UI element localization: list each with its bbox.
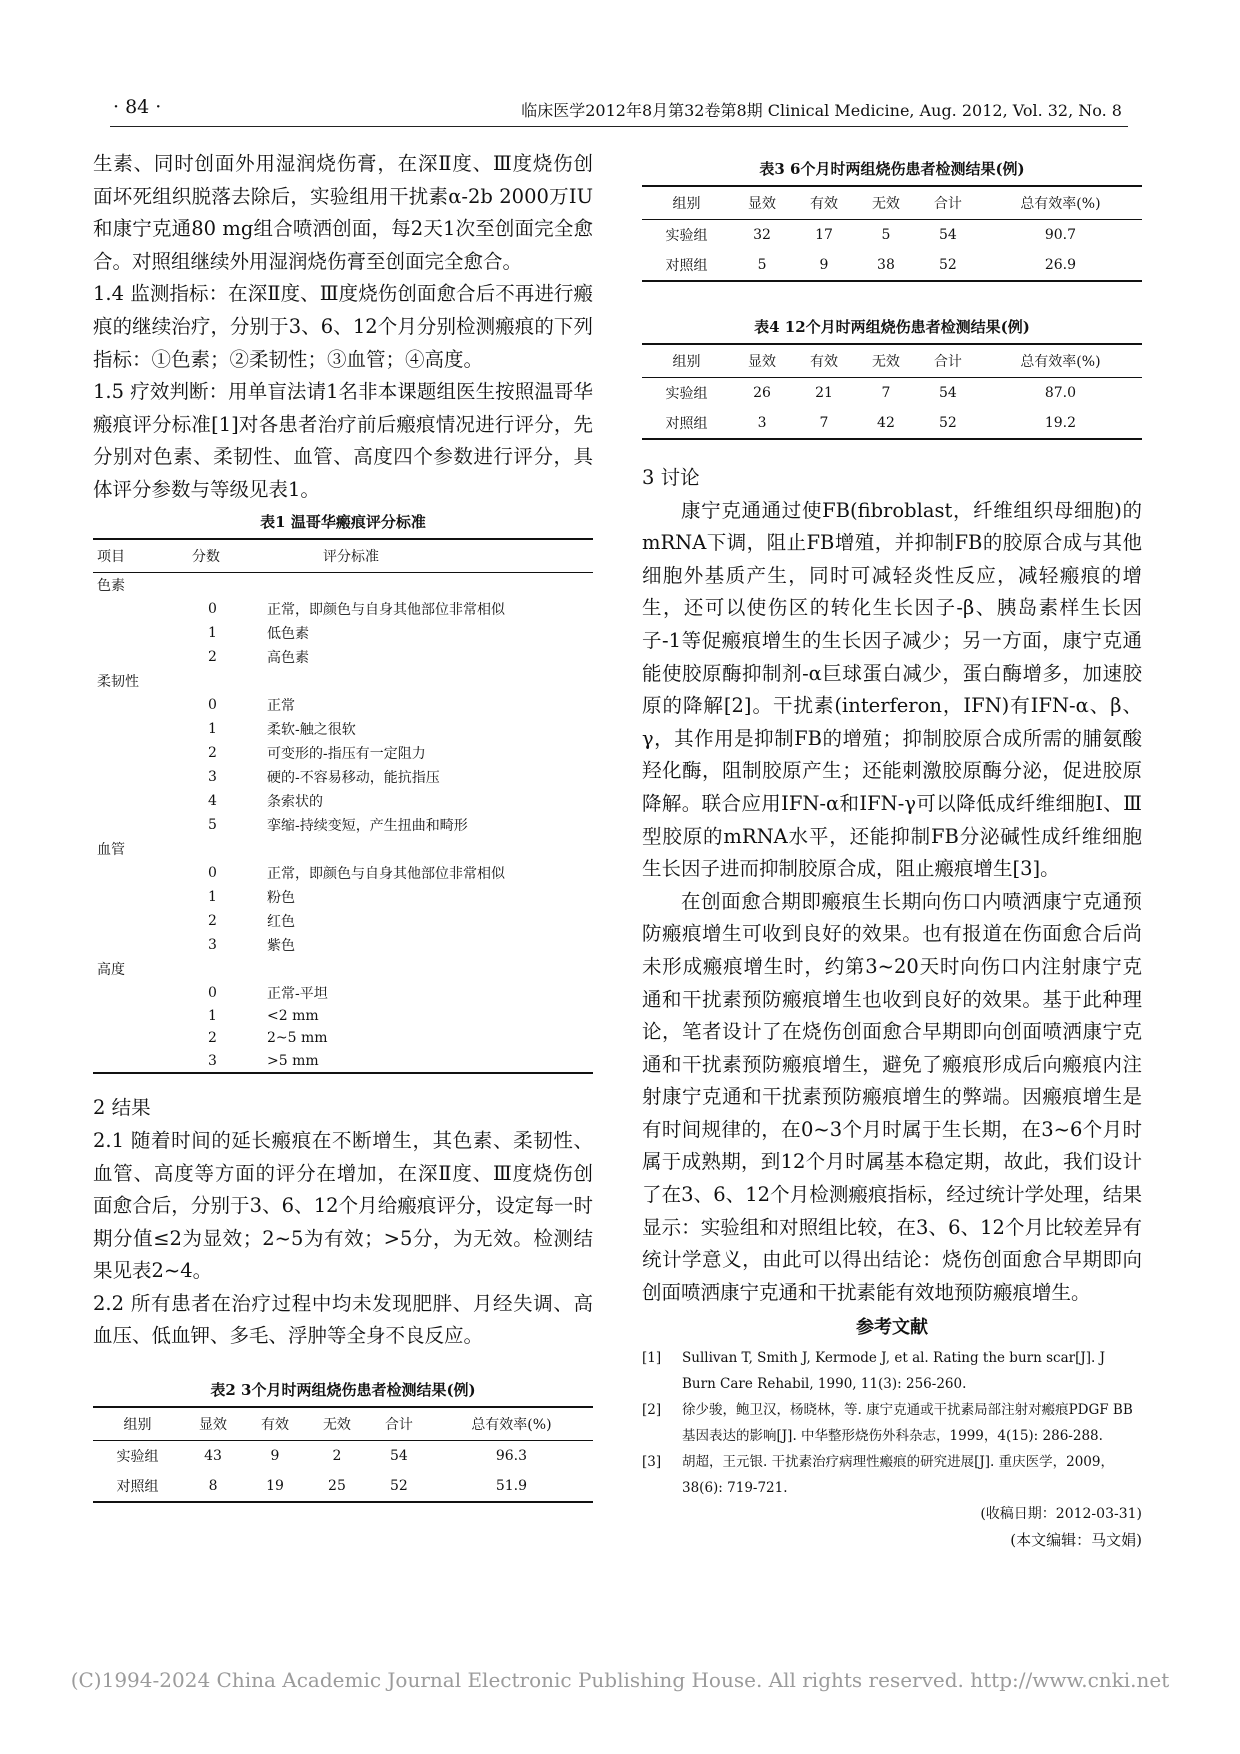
table-cell: 4 <box>208 792 217 809</box>
table-cell <box>93 693 188 717</box>
table-cell <box>188 572 263 597</box>
table-cell <box>188 957 263 981</box>
table-cell: 条索状的 <box>267 793 323 810</box>
table-cell: 51.9 <box>495 1478 528 1495</box>
table-4-caption: 表4 12个月时两组烧伤患者检测结果(例) <box>754 318 1030 336</box>
table-cell <box>93 789 188 813</box>
table-cell: 54 <box>938 385 957 401</box>
table-cell: 87.0 <box>1044 385 1077 401</box>
right-column <box>642 158 1142 1553</box>
reference-number: [1] <box>642 1350 662 1367</box>
table-2 <box>93 1379 593 1503</box>
table-cell: 1 <box>208 720 217 737</box>
table-row <box>93 693 593 717</box>
table-cell: 柔软-触之很软 <box>267 721 356 738</box>
table-2-caption: 表2 3个月时两组烧伤患者检测结果(例) <box>210 1381 476 1400</box>
table-cell: 96.3 <box>495 1448 528 1465</box>
table-cell: 43 <box>204 1448 222 1465</box>
table-cell: 90.7 <box>1044 227 1077 243</box>
table-cell: 52 <box>389 1478 408 1495</box>
table-cell: <2 mm <box>267 1007 319 1024</box>
table-cell: 38 <box>877 257 895 273</box>
table-row <box>93 861 593 885</box>
table-cell <box>93 981 188 1005</box>
table-cell <box>93 597 188 621</box>
table-4-header: 显效 <box>748 354 777 370</box>
table-row <box>93 621 593 645</box>
reference-item <box>642 1397 1142 1449</box>
table-cell: 9 <box>270 1448 280 1465</box>
table-cell <box>188 837 263 861</box>
table-row <box>93 837 593 861</box>
table-cell <box>263 572 593 597</box>
table-cell: 2~5 mm <box>267 1030 328 1047</box>
table-3 <box>642 158 1142 282</box>
table-cell: 26 <box>753 385 771 401</box>
table-1-grid <box>93 538 593 1075</box>
table-2-header: 总有效率(%) <box>471 1417 552 1434</box>
editor-note: (本文编辑：马文娟) <box>1010 1531 1142 1550</box>
table-cell: 5 <box>757 257 767 273</box>
table-2-header: 组别 <box>123 1417 152 1434</box>
table-row <box>93 669 593 693</box>
table-cell: 3 <box>757 415 767 431</box>
table-3-header: 无效 <box>871 196 900 212</box>
table-cell: 0 <box>208 600 217 617</box>
discussion-paragraph-1: 康宁克通通过使FB(fibroblast，纤维组织母细胞)的mRNA下调，阻止FB增殖，并抑制FB的胶原合成与其他细胞外基质产生，同时可减轻炎性反应，减轻瘢痕的增生，还可以使伤区的转化生长因子-β、胰岛素样生长因子-1等促瘢痕增生的生长因子减少；另一方面，康宁克通能使胶原酶抑制剂-α巨球蛋白减少，蛋白酶增多，加速胶原的降解[2]。干扰素(interferon，IFN)有IFN-α、β、γ，其作用是抑制FB的增殖；抑制胶原合成所需的脯氨酸羟化酶，阻制胶原产生；还能刺激胶原酶分泌，促进胶原降解。联合应用IFN-α和IFN-γ可以降低成纤维细胞Ⅰ、Ⅲ型胶原的mRNA水平，还能抑制FB分泌碱性成纤维细胞生长因子进而抑制胶原合成，阻止瘢痕增生[3]。 <box>642 498 1142 881</box>
table-row <box>93 1441 593 1472</box>
table-cell: 2 <box>332 1448 342 1465</box>
table-cell: 0 <box>208 696 217 713</box>
table-cell: 高色素 <box>267 649 309 666</box>
table-cell: 3 <box>208 936 217 953</box>
table-3-header: 有效 <box>809 196 838 212</box>
table-row <box>93 741 593 765</box>
table-cell <box>93 621 188 645</box>
table-row <box>642 220 1142 251</box>
table-4-header: 合计 <box>933 354 962 370</box>
table-cell: 26.9 <box>1044 257 1077 273</box>
table-cell <box>93 1050 188 1074</box>
table-cell: 54 <box>938 227 957 243</box>
table-4-header: 有效 <box>809 354 838 370</box>
table-2-header: 有效 <box>260 1417 289 1434</box>
table-3-header: 显效 <box>748 196 777 212</box>
table-cell: 17 <box>815 227 833 243</box>
table-cell: 对照组 <box>116 1479 159 1496</box>
table-cell: 红色 <box>267 913 295 930</box>
table-cell: 正常，即颜色与自身其他部位非常相似 <box>267 865 505 882</box>
table-row <box>93 813 593 837</box>
table-4-header: 组别 <box>672 354 701 370</box>
table-row <box>93 885 593 909</box>
section-2-1: 2.1 随着时间的延长瘢痕在不断增生，其色素、柔韧性、血管、高度等方面的评分在增加，在深Ⅱ度、Ⅲ度烧伤创面愈合后，分别于3、6、12个月给瘢痕评分，设定每一时期分值≤2为显效；2~5为有效；>5分，为无效。检测结果见表2~4。 <box>93 1128 593 1283</box>
table-cell <box>93 1027 188 1050</box>
table-cell: 1 <box>208 888 217 905</box>
table-cell: 对照组 <box>665 416 708 432</box>
table-cell: 0 <box>208 864 217 881</box>
table-row <box>93 645 593 669</box>
table-row <box>93 1050 593 1074</box>
table-cell <box>263 669 593 693</box>
table-row <box>642 408 1142 439</box>
table-cell: 1 <box>208 1007 217 1024</box>
table-cell: 21 <box>815 385 833 401</box>
intro-paragraph: 生素、同时创面外用湿润烧伤膏，在深Ⅱ度、Ⅲ度烧伤创面坏死组织脱落去除后，实验组用干扰素α-2b 2000万IU和康宁克通80 mg组合喷洒创面，每2天1次至创面完全愈合。对照组继续外用湿润烧伤膏至创面完全愈合。 <box>93 152 593 273</box>
table-1-caption: 表1 温哥华瘢痕评分标准 <box>260 512 426 531</box>
table-cell: 可变形的-指压有一定阻力 <box>267 745 426 762</box>
section-3-title: 3 讨论 <box>642 466 700 489</box>
reference-text: 徐少骏，鲍卫汉，杨晓林，等. 康宁克通或干扰素局部注射对瘢痕PDGF BB基因表达的影响[J]. 中华整形烧伤外科杂志，1999，4(15): 286-288. <box>682 1402 1133 1445</box>
table-cell: 7 <box>881 385 891 401</box>
table-cell <box>93 861 188 885</box>
table-row <box>93 1471 593 1502</box>
table-3-grid <box>642 185 1142 282</box>
table-3-header: 总有效率(%) <box>1020 196 1101 212</box>
table-cell <box>93 765 188 789</box>
page-number: · 84 · <box>113 96 162 118</box>
table-4-header: 无效 <box>871 354 900 370</box>
table-cell: 25 <box>328 1478 346 1495</box>
reference-item <box>642 1345 1142 1397</box>
table-2-header: 合计 <box>384 1417 413 1434</box>
table-row <box>642 250 1142 281</box>
table-cell: 3 <box>208 768 217 785</box>
table-cell: 8 <box>208 1478 218 1495</box>
table-cell <box>93 717 188 741</box>
table-cell <box>188 669 263 693</box>
table-1-header: 项目 <box>97 548 125 565</box>
table-cell <box>93 645 188 669</box>
table-cell: 柔韧性 <box>97 673 139 690</box>
reference-number: [3] <box>642 1454 662 1471</box>
table-cell: 正常 <box>267 697 295 714</box>
table-cell: 19.2 <box>1044 415 1077 431</box>
table-cell: 52 <box>938 257 957 273</box>
reference-text: Sullivan T, Smith J, Kermode J, et al. Rating the burn scar[J]. J Burn Care Rehabil, 1990, 11(3): 256-260. <box>682 1350 1106 1393</box>
copyright-footer: (C)1994-2024 China Academic Journal Electronic Publishing House. All rights reserved. http://www.cnki.net <box>70 1668 1170 1692</box>
table-cell: 对照组 <box>665 258 708 274</box>
table-cell: 52 <box>938 415 957 431</box>
table-cell: 硬的-不容易移动，能抗指压 <box>267 769 440 786</box>
table-cell <box>93 813 188 837</box>
table-2-header: 无效 <box>322 1417 351 1434</box>
table-row <box>93 1027 593 1050</box>
table-row <box>93 717 593 741</box>
table-2-grid <box>93 1406 593 1503</box>
running-header: 临床医学2012年8月第32卷第8期 Clinical Medicine, Aug. 2012, Vol. 32, No. 8 <box>521 101 1122 120</box>
table-cell: 色素 <box>97 577 125 594</box>
table-cell: 32 <box>753 227 771 243</box>
table-row <box>93 909 593 933</box>
table-cell <box>263 837 593 861</box>
received-date: (收稿日期：2012-03-31) <box>980 1506 1142 1523</box>
table-cell: 实验组 <box>116 1449 159 1466</box>
table-cell: 2 <box>208 648 217 665</box>
table-cell: 2 <box>208 744 217 761</box>
table-cell: 42 <box>877 415 895 431</box>
reference-text: 胡超，王元银. 干扰素治疗病理性瘢痕的研究进展[J]. 重庆医学，2009，38(6): 719-721. <box>682 1454 1114 1497</box>
reference-item <box>642 1449 1142 1501</box>
table-4-grid <box>642 343 1142 440</box>
table-1 <box>93 511 593 1075</box>
table-cell: >5 mm <box>267 1053 319 1070</box>
table-row <box>642 378 1142 409</box>
header-rule <box>110 126 1128 127</box>
table-cell <box>93 933 188 957</box>
table-cell: 3 <box>208 1053 217 1070</box>
table-3-header: 合计 <box>933 196 962 212</box>
section-1-4: 1.4 监测指标：在深Ⅱ度、Ⅲ度烧伤创面愈合后不再进行瘢痕的继续治疗，分别于3、6、12个月分别检测瘢痕的下列指标：①色素；②柔韧性；③血管；④高度。 <box>93 282 593 371</box>
table-cell: 2 <box>208 912 217 929</box>
reference-number: [2] <box>642 1402 662 1419</box>
left-column <box>93 148 593 1503</box>
table-cell: 紫色 <box>267 937 295 954</box>
table-cell: 1 <box>208 624 217 641</box>
section-2-2: 2.2 所有患者在治疗过程中均未发现肥胖、月经失调、高血压、低血钾、多毛、浮肿等全身不良反应。 <box>93 1291 593 1348</box>
table-2-header: 显效 <box>199 1417 228 1434</box>
table-cell <box>93 909 188 933</box>
table-cell: 实验组 <box>665 228 708 244</box>
table-cell: 5 <box>881 227 891 243</box>
section-2-title: 2 结果 <box>93 1096 151 1120</box>
table-cell: 54 <box>389 1448 408 1465</box>
table-cell: 正常-平坦 <box>267 985 328 1002</box>
table-1-header: 评分标准 <box>323 548 379 565</box>
table-cell: 0 <box>208 984 217 1001</box>
table-row <box>93 789 593 813</box>
table-cell: 血管 <box>97 841 125 858</box>
table-cell: 5 <box>208 816 217 833</box>
table-4-header: 总有效率(%) <box>1020 354 1101 370</box>
table-cell: 7 <box>819 415 829 431</box>
table-cell: 9 <box>819 257 829 273</box>
table-4 <box>642 316 1142 440</box>
section-1-5: 1.5 疗效判断：用单盲法请1名非本课题组医生按照温哥华瘢痕评分标准[1]对各患者治疗前后瘢痕情况进行评分，先分别对色素、柔韧性、血管、高度四个参数进行评分，具体评分参数与等级见表1。 <box>93 380 593 501</box>
table-row <box>93 765 593 789</box>
table-cell <box>263 957 593 981</box>
table-cell <box>93 741 188 765</box>
table-row <box>93 981 593 1005</box>
table-cell: 低色素 <box>267 625 309 642</box>
table-cell: 实验组 <box>665 386 708 402</box>
table-cell: 19 <box>266 1478 284 1495</box>
table-row <box>93 957 593 981</box>
table-cell: 高度 <box>97 961 125 978</box>
table-cell <box>93 885 188 909</box>
discussion-paragraph-2: 在创面愈合期即瘢痕生长期向伤口内喷洒康宁克通预防瘢痕增生可收到良好的效果。也有报道在伤面愈合后尚未形成瘢痕增生时，约第3~20天时向伤口内注射康宁克通和干扰素预防瘢痕增生也收到良好的效果。基于此种理论，笔者设计了在烧伤创面愈合早期即向创面喷洒康宁克通和干扰素预防瘢痕增生，避免了瘢痕形成后向瘢痕内注射康宁克通和干扰素预防瘢痕增生的弊端。因瘢痕增生是有时间规律的，在0~3个月时属于生长期，在3~6个月时属于成熟期，到12个月时属基本稳定期，故此，我们设计了在3、6、12个月检测瘢痕指标，经过统计学处理，结果显示：实验组和对照组比较，在3、6、12个月比较差异有统计学意义，由此可以得出结论：烧伤创面愈合早期即向创面喷洒康宁克通和干扰素能有效地预防瘢痕增生。 <box>642 889 1142 1304</box>
table-cell <box>93 1005 188 1028</box>
table-3-header: 组别 <box>672 196 701 212</box>
table-cell: 挛缩-持续变短，产生扭曲和畸形 <box>267 817 468 834</box>
table-row <box>93 1005 593 1028</box>
table-cell: 2 <box>208 1030 217 1047</box>
table-cell: 正常，即颜色与自身其他部位非常相似 <box>267 601 505 618</box>
references-title: 参考文献 <box>856 1317 928 1339</box>
table-cell: 粉色 <box>267 889 295 906</box>
table-1-header: 分数 <box>192 548 220 565</box>
table-row <box>93 597 593 621</box>
table-3-caption: 表3 6个月时两组烧伤患者检测结果(例) <box>759 160 1025 178</box>
table-row <box>93 933 593 957</box>
table-row <box>93 572 593 597</box>
